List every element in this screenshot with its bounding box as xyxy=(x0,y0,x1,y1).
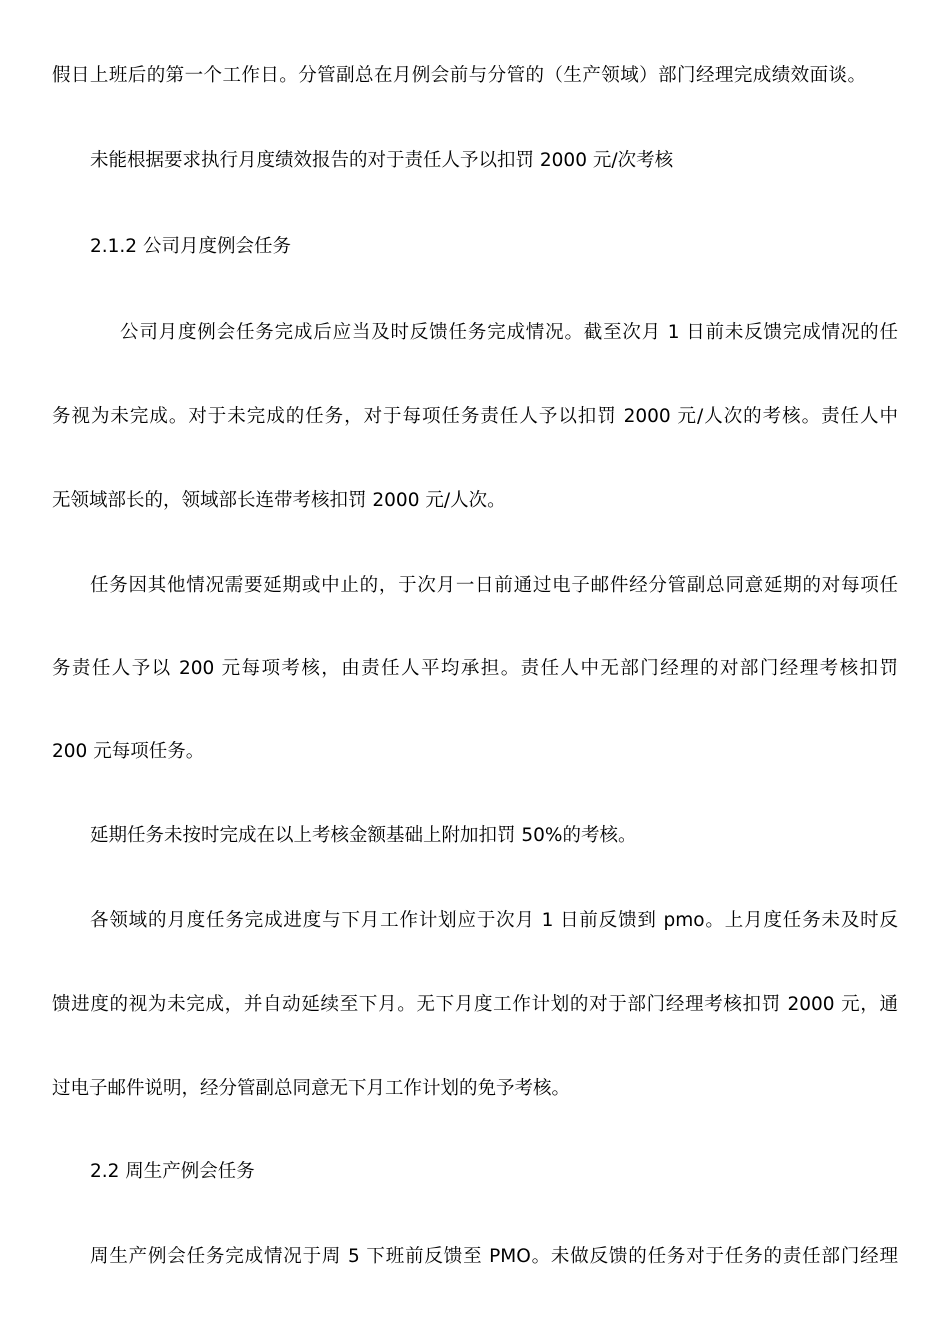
paragraph-line: 过电子邮件说明，经分管副总同意无下月工作计划的免予考核。 xyxy=(52,1078,571,1099)
paragraph-line: 未能根据要求执行月度绩效报告的对于责任人予以扣罚 2000 元/次考核 xyxy=(90,150,674,171)
paragraph-line: 各领域的月度任务完成进度与下月工作计划应于次月 1 日前反馈到 pmo。上月度任务未及时反 xyxy=(90,910,898,931)
section-heading: 2.2 周生产例会任务 xyxy=(90,1161,255,1182)
paragraph-line: 馈进度的视为未完成，并自动延续至下月。无下月度工作计划的对于部门经理考核扣罚 2000 元，通 xyxy=(52,994,898,1015)
section-heading: 2.1.2 公司月度例会任务 xyxy=(90,236,291,257)
paragraph-line: 假日上班后的第一个工作日。分管副总在月例会前与分管的（生产领域）部门经理完成绩效面谈。 xyxy=(52,65,866,86)
paragraph-line: 无领域部长的，领域部长连带考核扣罚 2000 元/人次。 xyxy=(52,490,506,511)
paragraph-line: 延期任务未按时完成在以上考核金额基础上附加扣罚 50%的考核。 xyxy=(90,825,637,846)
paragraph-line: 公司月度例会任务完成后应当及时反馈任务完成情况。截至次月 1 日前未反馈完成情况的任 xyxy=(120,322,898,343)
paragraph-line: 务责任人予以 200 元每项考核，由责任人平均承担。责任人中无部门经理的对部门经理考核扣罚 xyxy=(52,658,898,679)
paragraph-line: 200 元每项任务。 xyxy=(52,741,205,762)
paragraph-line: 周生产例会任务完成情况于周 5 下班前反馈至 PMO。未做反馈的任务对于任务的责任部门经理 xyxy=(90,1246,898,1267)
paragraph-line: 任务因其他情况需要延期或中止的，于次月一日前通过电子邮件经分管副总同意延期的对每项任 xyxy=(90,575,898,596)
paragraph-line: 务视为未完成。对于未完成的任务，对于每项任务责任人予以扣罚 2000 元/人次的考核。责任人中 xyxy=(52,406,898,427)
